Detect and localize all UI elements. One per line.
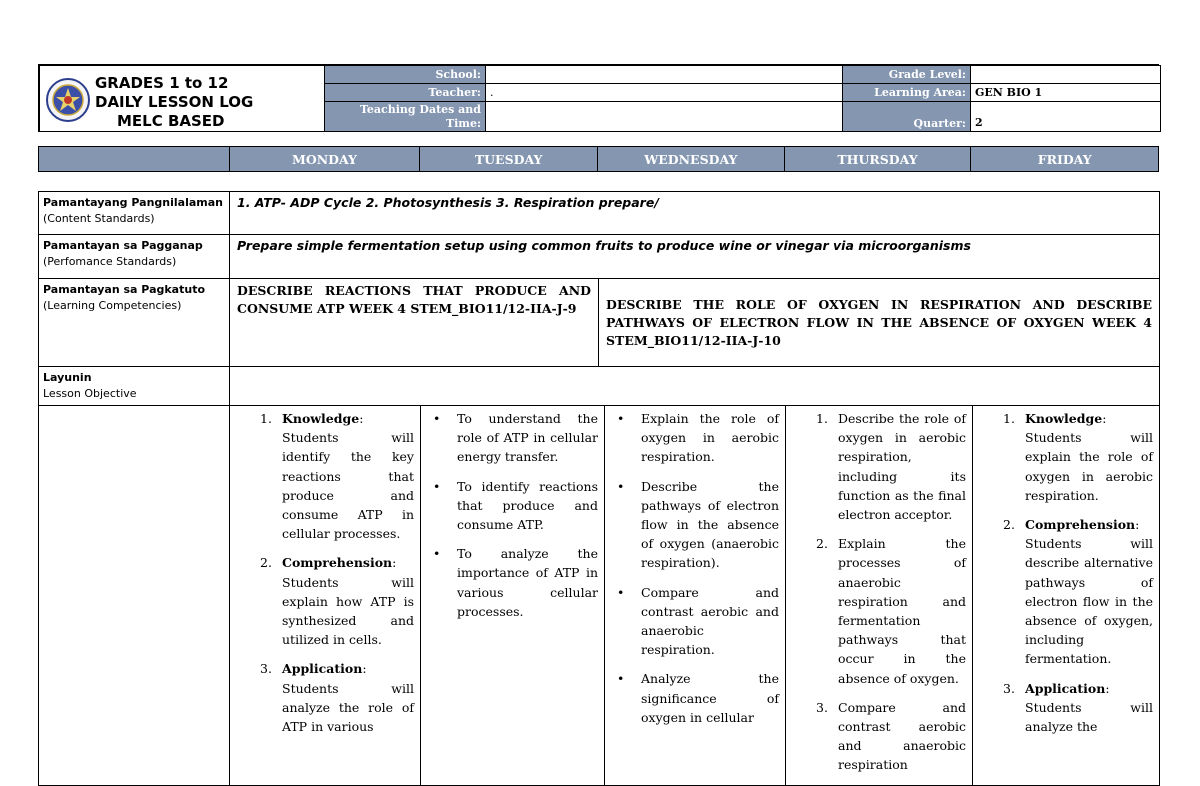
monday-objectives bbox=[230, 406, 421, 786]
learning-competencies-subtitle: (Learning Competencies) bbox=[43, 299, 182, 312]
performance-standards-subtitle: (Perfomance Standards) bbox=[43, 255, 177, 268]
objective-keyword: Application bbox=[282, 661, 363, 677]
days-spacer bbox=[39, 147, 230, 171]
objective-text: To analyze the importance of ATP in various cellular processes. bbox=[457, 546, 598, 619]
content-standards-subtitle: (Content Standards) bbox=[43, 212, 155, 225]
objective-text: : Students will explain how ATP is synthesized and utilized in cells. bbox=[282, 555, 414, 648]
title-line-2: DAILY LESSON LOG bbox=[95, 93, 254, 111]
objective-text: : Students will explain the role of oxygen in aerobic respiration. bbox=[1025, 411, 1154, 503]
thursday-objectives bbox=[786, 406, 973, 786]
tuesday-objective-item bbox=[427, 409, 598, 467]
monday-objective-item bbox=[236, 409, 414, 543]
friday-objective-item bbox=[979, 409, 1153, 505]
title-cell bbox=[40, 66, 325, 132]
day-wednesday: WEDNESDAY bbox=[598, 147, 785, 171]
content-standards-text: 1. ATP- ADP Cycle 2. Photosynthesis 3. Respiration prepare/ bbox=[230, 192, 1160, 235]
school-label: School: bbox=[325, 66, 486, 84]
list-number: 3. bbox=[816, 699, 828, 715]
thursday-objective-item bbox=[792, 409, 966, 524]
lesson-objective-title: Layunin bbox=[43, 371, 92, 384]
bullet-icon: • bbox=[617, 584, 625, 600]
list-number: 2. bbox=[1003, 517, 1015, 533]
learning-area-label: Learning Area: bbox=[843, 84, 971, 102]
log-title bbox=[95, 74, 253, 131]
objective-text: : Students will identify the key reactions that produce and consume ATP in cellular processes. bbox=[282, 411, 414, 542]
objective-keyword: Comprehension bbox=[1025, 517, 1136, 533]
performance-standards-title: Pamantayan sa Pagganap bbox=[43, 239, 203, 252]
competency-oxygen: DESCRIBE THE ROLE OF OXYGEN IN RESPIRATION AND DESCRIBE PATHWAYS OF ELECTRON FLOW IN THE ABSENCE OF OXYGEN WEEK 4 STEM_BIO11/12-IIA-J-10 bbox=[599, 279, 1160, 367]
list-number: 1. bbox=[260, 411, 272, 426]
objective-keyword: Application bbox=[1025, 680, 1106, 696]
bullet-icon: • bbox=[433, 411, 441, 426]
friday-objective-item bbox=[979, 515, 1153, 669]
teaching-dates-field[interactable] bbox=[486, 102, 843, 132]
thursday-objective-item bbox=[792, 698, 966, 775]
objective-text: Compare and contrast aerobic and anaerobic respiration. bbox=[641, 584, 779, 658]
grade-level-label: Grade Level: bbox=[843, 66, 971, 84]
content-standards-row bbox=[39, 192, 1160, 235]
objective-text: Explain the role of oxygen in aerobic respiration. bbox=[641, 411, 779, 465]
objective-text: : Students will analyze the bbox=[1025, 680, 1154, 735]
objective-text: : Students will describe alternative pathways of electron flow in the absence of oxygen, including fermentation. bbox=[1025, 517, 1154, 667]
list-number: 1. bbox=[816, 411, 828, 426]
days-header bbox=[38, 146, 1159, 172]
header-table bbox=[39, 65, 1161, 132]
objective-keyword: Knowledge bbox=[1025, 411, 1103, 426]
objective-text: To understand the role of ATP in cellular energy transfer. bbox=[457, 411, 598, 465]
monday-objective-item bbox=[236, 659, 414, 736]
friday-list bbox=[979, 409, 1153, 736]
lesson-objective-subtitle: Lesson Objective bbox=[43, 387, 137, 400]
content-standards-label bbox=[39, 192, 230, 235]
wednesday-objective-item bbox=[611, 477, 779, 573]
thursday-objective-item bbox=[792, 534, 966, 688]
objective-text: Describe the pathways of electron flow in the absence of oxygen (anaerobic respiration). bbox=[641, 478, 779, 571]
objectives-label-cell bbox=[39, 406, 230, 786]
bullet-icon: • bbox=[433, 478, 441, 494]
tuesday-objective-item bbox=[427, 477, 598, 535]
bullet-icon: • bbox=[617, 671, 625, 687]
wednesday-objectives bbox=[605, 406, 786, 786]
teacher-field[interactable]: . bbox=[486, 84, 843, 102]
objective-keyword: Comprehension bbox=[282, 555, 393, 571]
competency-atp: DESCRIBE REACTIONS THAT PRODUCE AND CONSUME ATP WEEK 4 STEM_BIO11/12-IIA-J-9 bbox=[230, 279, 599, 367]
learning-competencies-row bbox=[39, 279, 1160, 367]
thursday-list bbox=[792, 409, 966, 775]
monday-list bbox=[236, 409, 414, 736]
content-standards-title: Pamantayang Pangnilalaman bbox=[43, 196, 223, 209]
monday-objective-item bbox=[236, 553, 414, 649]
friday-objective-item bbox=[979, 679, 1153, 737]
wednesday-objective-item bbox=[611, 669, 779, 727]
school-field[interactable] bbox=[486, 66, 843, 84]
objective-text: Analyze the significance of oxygen in cellular bbox=[641, 671, 779, 725]
lesson-objective-row bbox=[39, 367, 1160, 406]
objective-text: Explain the processes of anaerobic respiration and fermentation pathways that occur in the absence of oxygen. bbox=[838, 536, 966, 686]
day-tuesday: TUESDAY bbox=[420, 147, 598, 171]
tuesday-list bbox=[427, 409, 598, 621]
learning-area-field[interactable]: GEN BIO 1 bbox=[971, 84, 1161, 102]
wednesday-objective-item bbox=[611, 583, 779, 660]
list-number: 2. bbox=[260, 555, 272, 571]
tuesday-objective-item bbox=[427, 544, 598, 621]
lesson-table bbox=[38, 191, 1160, 786]
title-line-3: MELC BASED bbox=[117, 112, 225, 130]
header-block bbox=[38, 64, 1159, 132]
day-monday: MONDAY bbox=[230, 147, 421, 171]
learning-competencies-label bbox=[39, 279, 230, 367]
grade-level-field[interactable] bbox=[971, 66, 1161, 84]
lesson-objective-value bbox=[230, 367, 1160, 406]
performance-standards-text: Prepare simple fermentation setup using common fruits to produce wine or vinegar via microorganisms bbox=[230, 235, 1160, 279]
day-thursday: THURSDAY bbox=[785, 147, 972, 171]
list-number: 3. bbox=[1003, 680, 1015, 696]
objective-text: Describe the role of oxygen in aerobic respiration, including its function as the final electron acceptor. bbox=[838, 411, 966, 523]
objective-text: To identify reactions that produce and consume ATP. bbox=[457, 478, 598, 533]
list-number: 3. bbox=[260, 661, 272, 677]
tuesday-objectives bbox=[421, 406, 605, 786]
lesson-objective-label bbox=[39, 367, 230, 406]
deped-seal-icon bbox=[46, 78, 90, 122]
teacher-label: Teacher: bbox=[325, 84, 486, 102]
objective-keyword: Knowledge bbox=[282, 411, 360, 426]
title-line-1: GRADES 1 to 12 bbox=[95, 74, 229, 92]
bullet-icon: • bbox=[433, 546, 441, 562]
day-friday: FRIDAY bbox=[1037, 151, 1092, 167]
friday-objectives bbox=[973, 406, 1160, 786]
objective-text: Compare and contrast aerobic and anaerobic respiration bbox=[838, 699, 966, 773]
list-number: 1. bbox=[1003, 411, 1015, 426]
objective-text: : Students will analyze the role of ATP in various bbox=[282, 661, 414, 735]
quarter-label: Quarter: bbox=[843, 102, 971, 132]
list-number: 2. bbox=[816, 536, 828, 552]
performance-standards-row bbox=[39, 235, 1160, 279]
performance-standards-label bbox=[39, 235, 230, 279]
wednesday-list bbox=[611, 409, 779, 727]
learning-competencies-title: Pamantayan sa Pagkatuto bbox=[43, 283, 206, 296]
teaching-dates-label: Teaching Dates and Time: bbox=[325, 102, 486, 132]
quarter-field[interactable]: 2 bbox=[971, 102, 1161, 132]
bullet-icon: • bbox=[617, 411, 625, 426]
bullet-icon: • bbox=[617, 478, 625, 494]
objectives-row bbox=[39, 406, 1160, 786]
wednesday-objective-item bbox=[611, 409, 779, 467]
